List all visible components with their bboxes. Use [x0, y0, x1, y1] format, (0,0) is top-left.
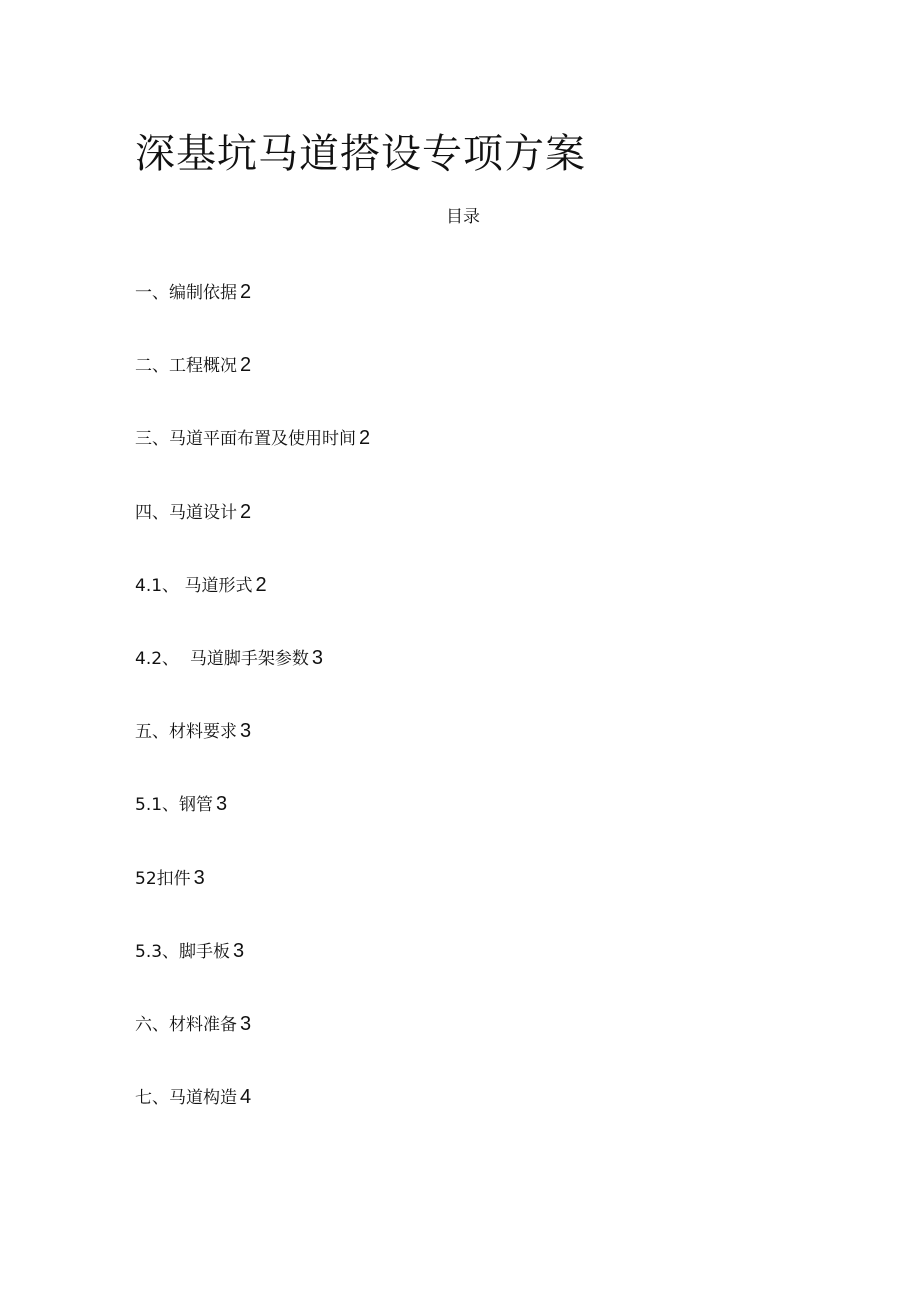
- toc-entry-page: 3: [233, 939, 245, 962]
- toc-entry-10[interactable]: [135, 937, 370, 1010]
- toc-entry-label: 五、材料要求: [135, 722, 237, 743]
- toc-entry-page: 3: [311, 646, 323, 669]
- table-of-contents: [135, 278, 370, 1156]
- toc-entry-page: 2: [240, 500, 252, 523]
- toc-entry-12[interactable]: [135, 1083, 370, 1156]
- toc-entry-page: 4: [240, 1086, 252, 1109]
- document-title: 深基坑马道搭设专项方案: [135, 131, 586, 177]
- toc-entry-5[interactable]: [135, 571, 370, 644]
- toc-entry-3[interactable]: [135, 424, 370, 497]
- toc-entry-8[interactable]: [135, 790, 370, 863]
- toc-entry-label: 七、马道构造: [135, 1088, 237, 1109]
- toc-entry-page: 3: [240, 1012, 252, 1035]
- toc-entry-page: 2: [359, 427, 371, 450]
- toc-entry-page: 2: [240, 281, 252, 303]
- toc-entry-label: 三、马道平面布置及使用时间: [135, 429, 356, 450]
- toc-heading: 目录: [446, 207, 480, 227]
- toc-entry-label: 4.2、 马道脚手架参数: [135, 648, 309, 669]
- toc-entry-label: 一、编制依据: [135, 283, 237, 303]
- toc-entry-7[interactable]: [135, 717, 370, 790]
- toc-entry-label: 5.1、钢管: [135, 795, 214, 816]
- toc-entry-9[interactable]: [135, 864, 370, 937]
- toc-entry-page: 3: [216, 793, 228, 816]
- toc-entry-label: 六、材料准备: [135, 1014, 237, 1035]
- toc-entry-6[interactable]: [135, 644, 370, 717]
- toc-entry-2[interactable]: [135, 351, 370, 424]
- toc-entry-page: 3: [193, 866, 205, 889]
- toc-entry-4[interactable]: [135, 498, 370, 571]
- toc-entry-label: 52扣件: [135, 868, 191, 889]
- toc-entry-label: 二、工程概况: [135, 356, 237, 377]
- toc-entry-label: 5.3、脚手板: [135, 941, 231, 962]
- toc-entry-1[interactable]: [135, 278, 370, 351]
- toc-entry-11[interactable]: [135, 1010, 370, 1083]
- toc-entry-label: 四、马道设计: [135, 502, 237, 523]
- toc-entry-page: 2: [255, 573, 267, 596]
- toc-entry-page: 3: [240, 720, 252, 743]
- toc-entry-page: 2: [240, 354, 252, 377]
- toc-entry-label: 4.1、 马道形式: [135, 575, 253, 596]
